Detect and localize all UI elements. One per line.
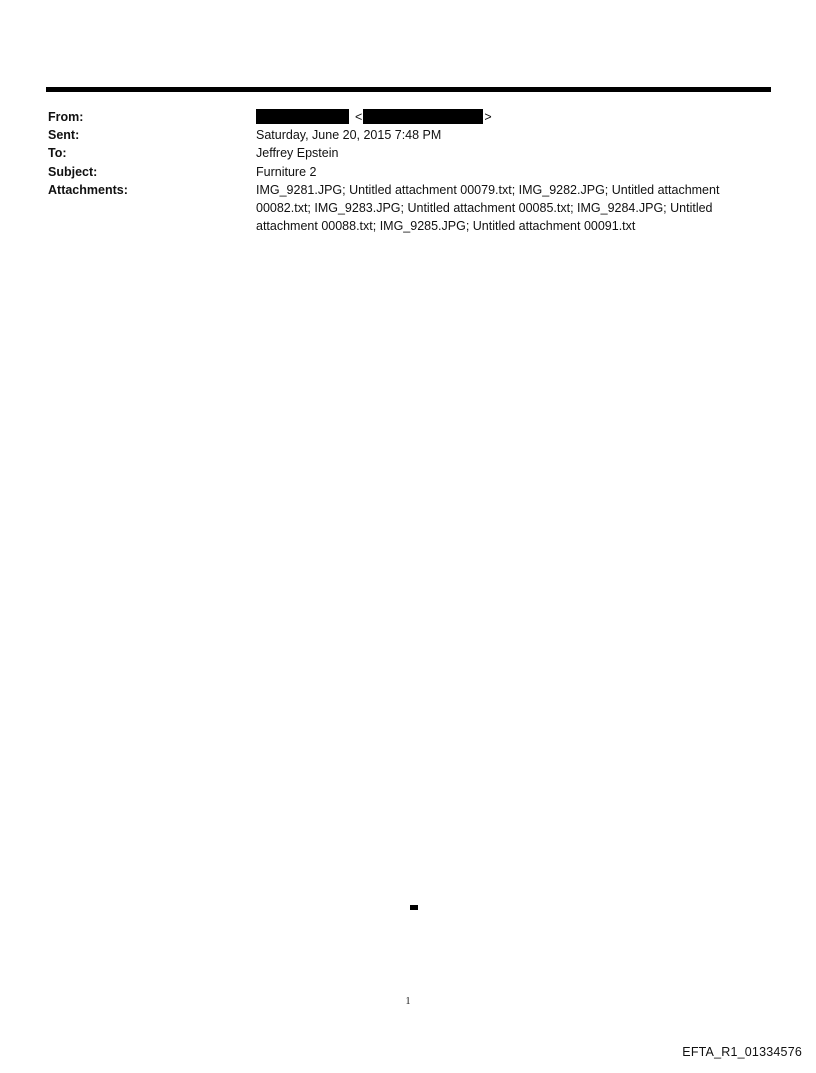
attachments-row xyxy=(48,181,768,236)
sent-label: Sent: xyxy=(48,128,80,143)
attachments-line: attachment 00088.txt; IMG_9285.JPG; Untitled attachment 00091.txt xyxy=(256,219,636,234)
page-number: 1 xyxy=(405,996,411,1007)
subject-value: Furniture 2 xyxy=(256,164,317,179)
attachments-line: IMG_9281.JPG; Untitled attachment 00079.txt; IMG_9282.JPG; Untitled attachment xyxy=(256,182,720,197)
redaction-mark xyxy=(410,905,418,910)
attachments-value xyxy=(256,181,768,236)
redacted-sender-name xyxy=(256,109,349,124)
subject-row xyxy=(48,163,768,181)
from-row xyxy=(48,108,768,126)
bates-number: EFTA_R1_01334576 xyxy=(682,1045,802,1059)
header-rule xyxy=(46,87,771,92)
open-bracket: < xyxy=(355,110,363,124)
subject-label: Subject: xyxy=(48,164,98,179)
to-row xyxy=(48,144,768,162)
to-label: To: xyxy=(48,146,67,161)
attachments-label: Attachments: xyxy=(48,182,128,197)
close-bracket: > xyxy=(484,110,492,124)
from-label: From: xyxy=(48,110,84,124)
redacted-sender-email xyxy=(363,109,483,124)
sent-value: Saturday, June 20, 2015 7:48 PM xyxy=(256,128,442,143)
attachments-line: 00082.txt; IMG_9283.JPG; Untitled attachment 00085.txt; IMG_9284.JPG; Untitled xyxy=(256,201,713,216)
sent-row xyxy=(48,126,768,144)
to-value: Jeffrey Epstein xyxy=(256,146,339,161)
from-value xyxy=(256,108,768,126)
email-header xyxy=(48,108,768,235)
